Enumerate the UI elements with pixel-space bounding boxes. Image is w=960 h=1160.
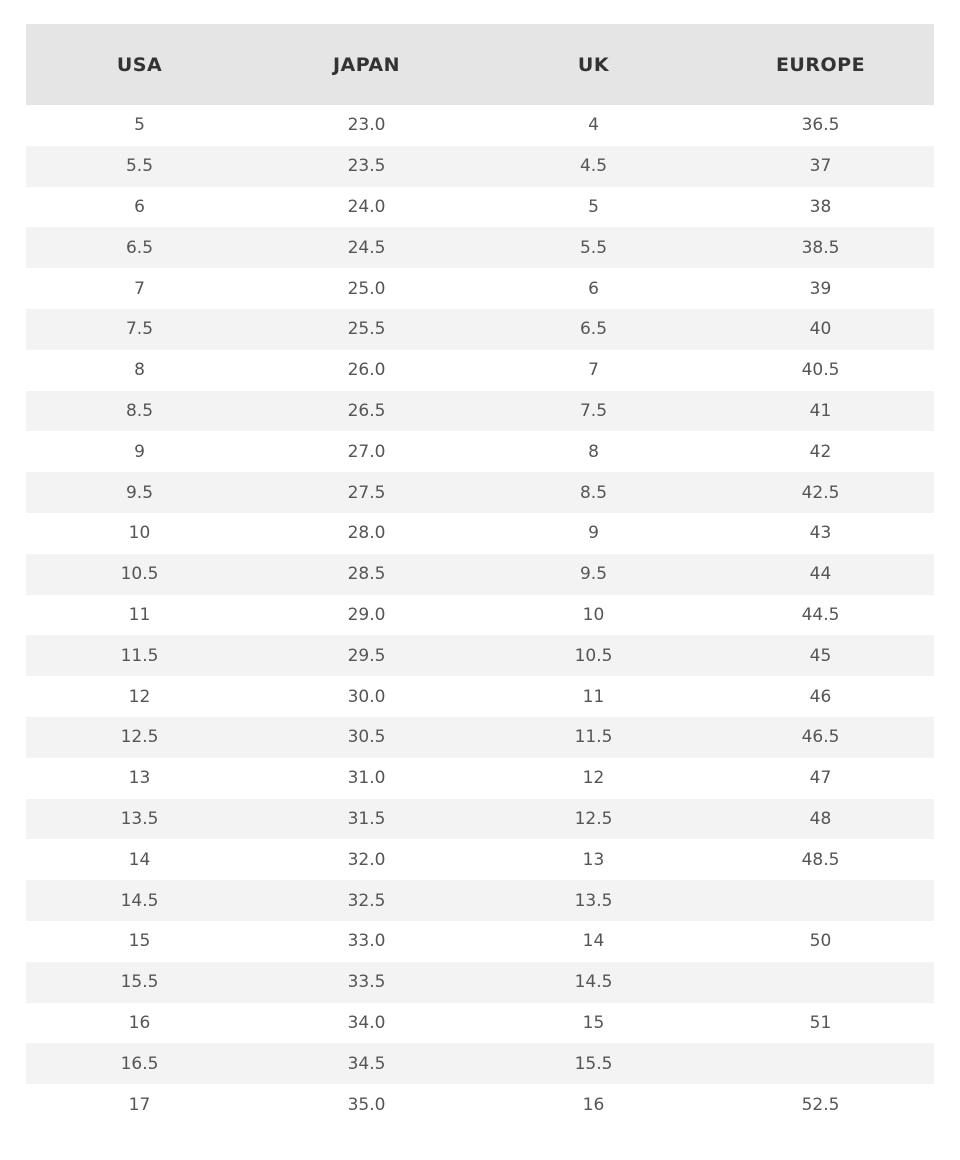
cell-japan: 28.0 <box>347 523 386 544</box>
cell-uk: 8 <box>588 441 599 462</box>
cell-europe: 40.5 <box>801 360 840 381</box>
cell-japan: 26.0 <box>347 360 386 381</box>
cell-uk: 12 <box>582 768 605 789</box>
cell-uk: 16 <box>582 1094 605 1115</box>
cell-uk: 15.5 <box>574 1053 613 1074</box>
cell-europe: 45 <box>809 645 832 666</box>
table-row <box>26 962 934 1003</box>
cell-japan: 28.5 <box>347 564 386 585</box>
table-row <box>26 105 934 146</box>
cell-europe: 47 <box>809 768 832 789</box>
table-row <box>26 431 934 472</box>
cell-europe: 48 <box>809 808 832 829</box>
cell-japan: 32.5 <box>347 890 386 911</box>
cell-europe: 43 <box>809 523 832 544</box>
cell-usa: 16.5 <box>120 1053 159 1074</box>
table-row <box>26 676 934 717</box>
cell-usa: 13.5 <box>120 808 159 829</box>
cell-japan: 30.5 <box>347 727 386 748</box>
header-uk: UK <box>577 53 610 76</box>
header-japan: JAPAN <box>332 53 401 76</box>
table-row <box>26 268 934 309</box>
table-row <box>26 635 934 676</box>
cell-japan: 31.5 <box>347 808 386 829</box>
cell-uk: 6 <box>588 278 599 299</box>
cell-usa: 9 <box>134 441 145 462</box>
table-row <box>26 472 934 513</box>
cell-uk: 11.5 <box>574 727 613 748</box>
table-row <box>26 513 934 554</box>
table-row <box>26 839 934 880</box>
table-row <box>26 595 934 636</box>
cell-uk: 6.5 <box>579 319 608 340</box>
cell-japan: 34.0 <box>347 1012 386 1033</box>
cell-usa: 9.5 <box>125 482 154 503</box>
cell-usa: 15 <box>128 931 151 952</box>
cell-usa: 17 <box>128 1094 151 1115</box>
cell-usa: 12 <box>128 686 151 707</box>
cell-uk: 13.5 <box>574 890 613 911</box>
cell-uk: 13 <box>582 849 605 870</box>
header-europe: EUROPE <box>775 53 866 76</box>
cell-japan: 24.5 <box>347 237 386 258</box>
cell-uk: 10 <box>582 604 605 625</box>
cell-uk: 10.5 <box>574 645 613 666</box>
cell-uk: 14 <box>582 931 605 952</box>
table-row <box>26 717 934 758</box>
cell-uk: 11 <box>582 686 605 707</box>
size-conversion-table <box>26 24 934 1125</box>
cell-uk: 12.5 <box>574 808 613 829</box>
cell-europe: 44 <box>809 564 832 585</box>
cell-uk: 7 <box>588 360 599 381</box>
table-row <box>26 921 934 962</box>
cell-europe: 42.5 <box>801 482 840 503</box>
cell-uk: 5.5 <box>579 237 608 258</box>
cell-uk: 15 <box>582 1012 605 1033</box>
cell-europe: 37 <box>809 156 832 177</box>
cell-japan: 24.0 <box>347 196 386 217</box>
table-row <box>26 1003 934 1044</box>
cell-japan: 27.5 <box>347 482 386 503</box>
cell-europe: 38.5 <box>801 237 840 258</box>
cell-japan: 25.0 <box>347 278 386 299</box>
cell-usa: 10 <box>128 523 151 544</box>
cell-usa: 7 <box>134 278 145 299</box>
cell-usa: 14.5 <box>120 890 159 911</box>
table-row <box>26 554 934 595</box>
table-body <box>26 105 934 1125</box>
table-row <box>26 1084 934 1125</box>
cell-uk: 9.5 <box>579 564 608 585</box>
cell-japan: 29.0 <box>347 604 386 625</box>
table-row <box>26 146 934 187</box>
cell-uk: 14.5 <box>574 972 613 993</box>
cell-usa: 8 <box>134 360 145 381</box>
cell-usa: 13 <box>128 768 151 789</box>
cell-usa: 5 <box>134 115 145 136</box>
table-row <box>26 880 934 921</box>
cell-japan: 29.5 <box>347 645 386 666</box>
cell-europe: 48.5 <box>801 849 840 870</box>
cell-europe: 50 <box>809 931 832 952</box>
cell-japan: 30.0 <box>347 686 386 707</box>
table-row <box>26 309 934 350</box>
table-row <box>26 758 934 799</box>
table-row <box>26 350 934 391</box>
cell-europe: 41 <box>809 400 832 421</box>
cell-usa: 11 <box>128 604 151 625</box>
cell-japan: 31.0 <box>347 768 386 789</box>
cell-europe: 52.5 <box>801 1094 840 1115</box>
cell-japan: 32.0 <box>347 849 386 870</box>
cell-japan: 23.5 <box>347 156 386 177</box>
cell-japan: 26.5 <box>347 400 386 421</box>
cell-japan: 34.5 <box>347 1053 386 1074</box>
cell-japan: 33.5 <box>347 972 386 993</box>
table-row <box>26 391 934 432</box>
table-row <box>26 1043 934 1084</box>
cell-usa: 16 <box>128 1012 151 1033</box>
cell-europe: 46.5 <box>801 727 840 748</box>
cell-usa: 7.5 <box>125 319 154 340</box>
cell-uk: 8.5 <box>579 482 608 503</box>
cell-europe: 39 <box>809 278 832 299</box>
table-row <box>26 227 934 268</box>
cell-europe: 42 <box>809 441 832 462</box>
cell-europe: 36.5 <box>801 115 840 136</box>
cell-usa: 15.5 <box>120 972 159 993</box>
cell-uk: 9 <box>588 523 599 544</box>
cell-usa: 14 <box>128 849 151 870</box>
cell-usa: 6.5 <box>125 237 154 258</box>
cell-europe: 51 <box>809 1012 832 1033</box>
table-row <box>26 799 934 840</box>
cell-usa: 11.5 <box>120 645 159 666</box>
cell-usa: 12.5 <box>120 727 159 748</box>
cell-japan: 35.0 <box>347 1094 386 1115</box>
cell-uk: 5 <box>588 196 599 217</box>
cell-europe: 40 <box>809 319 832 340</box>
cell-europe: 38 <box>809 196 832 217</box>
cell-europe: 44.5 <box>801 604 840 625</box>
table-header-row <box>26 24 934 105</box>
cell-usa: 6 <box>134 196 145 217</box>
cell-uk: 7.5 <box>579 400 608 421</box>
table-row <box>26 187 934 228</box>
cell-europe: 46 <box>809 686 832 707</box>
header-usa: USA <box>116 53 163 76</box>
cell-japan: 25.5 <box>347 319 386 340</box>
cell-japan: 23.0 <box>347 115 386 136</box>
cell-usa: 8.5 <box>125 400 154 421</box>
cell-uk: 4.5 <box>579 156 608 177</box>
cell-usa: 10.5 <box>120 564 159 585</box>
cell-uk: 4 <box>588 115 599 136</box>
cell-japan: 33.0 <box>347 931 386 952</box>
cell-japan: 27.0 <box>347 441 386 462</box>
cell-usa: 5.5 <box>125 156 154 177</box>
